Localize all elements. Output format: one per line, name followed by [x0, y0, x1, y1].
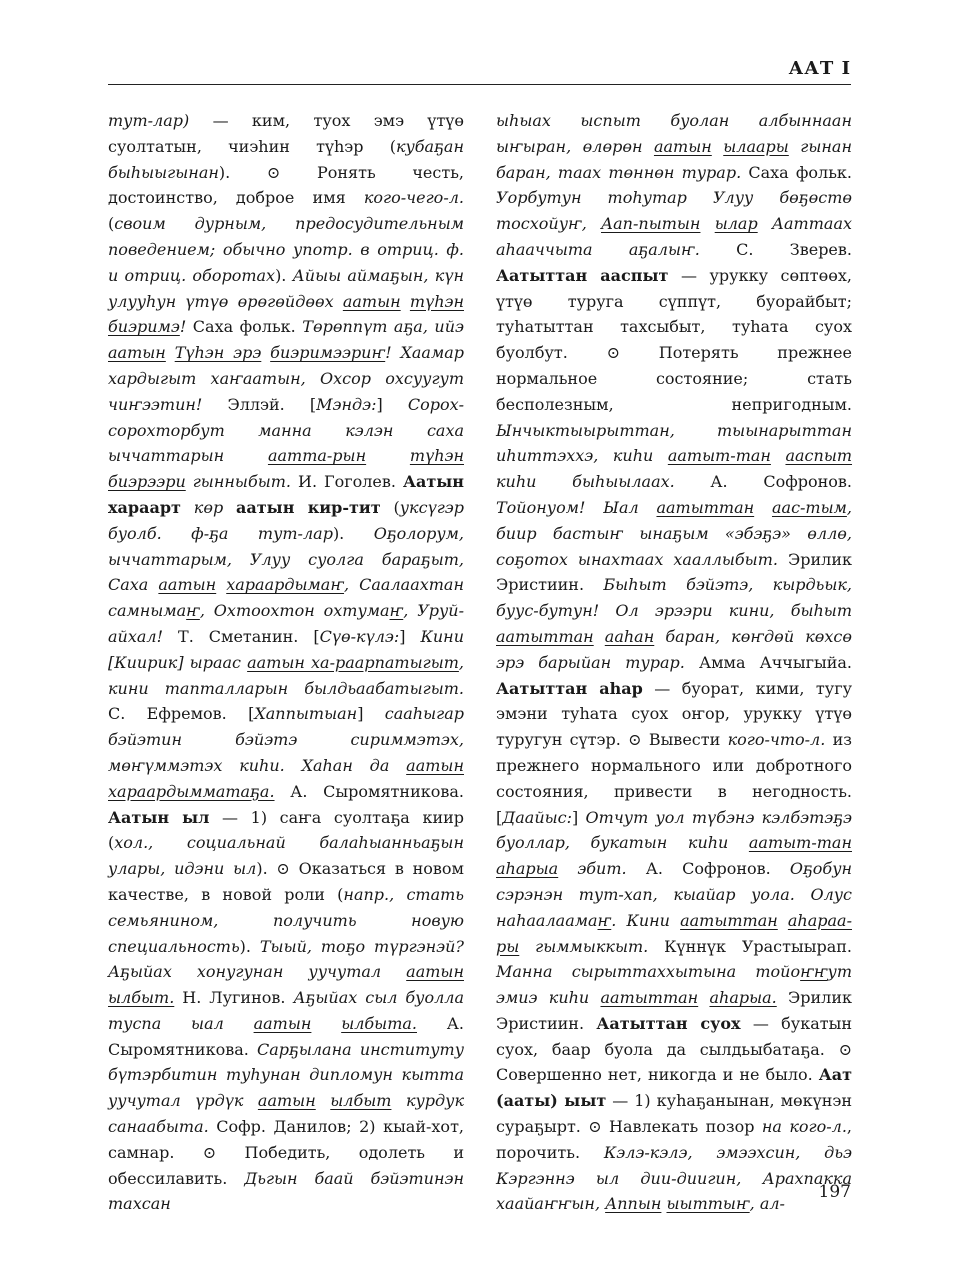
left-text-run: аатын ха-раарпатыгыт	[247, 652, 459, 672]
left-text-run: Сүө-күлэ:	[319, 626, 400, 646]
right-text-run: аатын	[653, 136, 712, 156]
right-text-run: Ааттаах аһааччыта аҕалыҥ.	[496, 214, 852, 259]
left-text-run: кого-чего-л.	[363, 188, 464, 208]
left-text-run: , Уруй-айхал!	[108, 601, 464, 646]
right-column-text	[496, 108, 852, 1217]
right-text-run: , порочить.	[496, 1117, 852, 1162]
right-text-run: С. Зверев.	[699, 239, 852, 259]
right-text-run: Эрилик Эристиин.	[496, 549, 853, 595]
left-text-run: !	[179, 317, 193, 337]
left-text-run: Т. Сметанин. [	[178, 626, 320, 646]
right-text-run: — урукку сөптөөх, үтүө туруга сүппүт, буорайбыт; туһатыттан тахсыбыт, туһата суох буолбут. ⊙ Потерять прежнее нормальное состояние; стать бесполезным, непригодным.	[496, 265, 852, 414]
left-text-run: Саха фольк.	[192, 317, 303, 337]
left-text-run: Дьгын баай бэйэтинэн тахсан	[108, 1168, 464, 1214]
right-text-run: — буорат, кими, тугу эмэни туһата суох оҥор, урукку үтүө туругун сүтэр. ⊙ Вывести	[496, 678, 852, 750]
right-text-run: Оҕобун сэрэнэн тут-хап, кыайар уола. Олус наһаалаама	[496, 859, 853, 930]
left-text-run: ]	[357, 704, 385, 724]
left-text-run: Сорох-сорохторбут манна кэлэн саха ыччаттарын	[108, 394, 465, 466]
left-text-run: ).	[275, 265, 293, 285]
left-text-run: аатын	[257, 1091, 316, 1111]
right-text-run: аатыттан	[656, 497, 755, 517]
left-text-run: А. Сыромятникова.	[274, 781, 464, 801]
left-text-run: — 1) саҥа суолтаҕа киир (	[108, 807, 465, 853]
left-text-run: (	[380, 497, 400, 517]
right-text-run: ааһан	[604, 626, 655, 646]
right-text-run: ылаары	[723, 136, 789, 156]
right-text-run: на кого-л.	[761, 1117, 847, 1137]
left-text-run: С. Ефремов. [	[108, 704, 255, 724]
right-text-run: аатыт-тан	[667, 446, 771, 466]
right-text-run: Амма Аччыгыйа.	[684, 652, 852, 672]
left-text-run: ! Хаамар хардыгыт хаҥаатын, Охсор охсуугут чиҥээтин!	[108, 343, 464, 414]
left-column	[108, 108, 464, 1217]
left-text-run: Төрөппүт аҕа, ийэ	[302, 317, 464, 337]
right-text-run: Манна сырыттаххытына тойо	[496, 962, 801, 982]
right-text-run: А. Софронов.	[674, 472, 852, 492]
right-text-run: Аппын	[605, 1194, 662, 1214]
left-text-run: аатын	[253, 1013, 312, 1033]
right-text-run: ]	[572, 807, 586, 827]
right-text-run: аатыттан	[496, 626, 594, 646]
right-text-run: Ынчыктыырыттан, тыынарыттан иһиттэххэ, киһи	[496, 420, 852, 466]
right-text-run: кого-что-л.	[727, 730, 826, 750]
right-text-run: гынан баран, таах төннөн турар.	[496, 136, 852, 182]
left-text-run	[181, 498, 194, 517]
left-text-run: ылбыт.	[108, 988, 175, 1008]
left-text-run: — ким, туох эмэ үтүө суолтатын, чиэһин түһэр (	[108, 111, 464, 156]
left-text-run: , Охтоохтон охтума	[199, 601, 390, 621]
left-text-run: Айыы аймаҕын, күн улууһун үтүө өрөгөйдөөх	[108, 265, 465, 311]
left-text-run: аатта-рын	[267, 446, 367, 466]
left-text-run: курдук санаабыта.	[108, 1091, 464, 1137]
left-text-run: ). ⊙ Оказаться в новом качестве, в новой роли (	[108, 859, 464, 904]
right-text-run: аһараа-ры	[496, 910, 852, 956]
right-text-run: Аат (ааты) ыыт	[496, 1065, 852, 1111]
left-text-run: Аатын хараарт	[108, 472, 465, 517]
left-text-run: хараардыммата	[108, 781, 251, 801]
right-text-run: аатыттан	[600, 988, 699, 1008]
left-text-run: ).	[332, 523, 374, 543]
left-text-run: Түһэн эрэ	[174, 343, 262, 363]
left-text-run: ).	[239, 936, 260, 956]
left-text-run: Мэндэ:	[316, 394, 377, 414]
right-text-run: гыммыккыт.	[519, 936, 649, 956]
page-number: 197	[818, 1182, 851, 1202]
left-text-run: И. Гоголев.	[291, 472, 403, 492]
left-text-run: аатын	[108, 343, 166, 363]
right-text-run: ҥ	[597, 910, 612, 930]
left-text-run: ҥ	[389, 601, 404, 621]
left-text-run: Софр. Данилов; 2) кыай-хот, самнар. ⊙ Победить, одолеть и обессилавить.	[108, 1117, 464, 1188]
right-text-run: ылар	[714, 214, 758, 234]
right-text-run: аһарыа.	[709, 988, 777, 1008]
right-text-run	[754, 498, 772, 517]
right-text-run: Саха фольк.	[741, 162, 853, 182]
left-text-run: напр., стать семьянином, получить новую специальность	[108, 884, 464, 956]
right-text-run: эбит.	[558, 859, 627, 879]
right-text-run	[778, 911, 788, 930]
left-text-run: Сарҕылана институту бүтэрбитин туһунан дипломун кытта уучутал үрдүк	[108, 1039, 464, 1111]
left-text-run: (	[108, 214, 115, 234]
left-text-run: ). ⊙ Ронять честь, достоинство, доброе имя	[108, 162, 464, 208]
left-text-run: ]	[376, 394, 408, 414]
left-text-run: аатын	[406, 755, 464, 775]
right-text-run: аатыттан	[680, 910, 778, 930]
left-text-run: биэрээри	[108, 472, 186, 492]
right-text-run: аас-тым	[771, 497, 847, 517]
left-text-run: тут-лар)	[108, 111, 190, 130]
header-rule	[108, 84, 851, 85]
left-text-run: ҕа.	[250, 781, 275, 801]
left-text-run: түһэн	[409, 446, 464, 466]
left-text-run: гынныбыт.	[185, 472, 292, 492]
left-text-run: Оҕолорум, ыччаттарым, Улуу суолга бараҕыт, Саха	[108, 523, 464, 595]
right-text-run: ааспыт	[785, 446, 853, 466]
right-text-run: киһи быһыылаах.	[496, 472, 675, 492]
right-text-run: Аатыттан аһар	[496, 678, 643, 698]
right-text-run: Тойонуом! Ыал	[496, 497, 657, 517]
left-text-run: ылбыт	[330, 1091, 392, 1111]
right-text-run	[712, 137, 723, 156]
left-text-run: ылбыта.	[341, 1013, 417, 1033]
left-text-run	[401, 292, 410, 311]
right-text-run: Кэлэ-кэлэ, эмээхсин, дьэ Кэргэннэ ыл дии-диигин, Арахпакка хаайаҥҥын,	[496, 1142, 852, 1214]
left-text-run: Н. Лугинов.	[174, 988, 294, 1008]
right-text-run	[594, 627, 605, 646]
left-text-run: аатын	[342, 291, 401, 311]
right-text-run: Аатыттан суох	[596, 1013, 741, 1033]
right-text-run	[771, 446, 786, 465]
left-text-run: кубаҕан быһыыгынан	[108, 136, 464, 182]
left-text-run	[166, 343, 175, 362]
right-text-run: — 1) куһаҕанынан, мөкүнэн сураҕырт. ⊙ Навлекать позор	[496, 1091, 853, 1137]
left-text-run: хол., социальнай балаһыанньаҕын улары, идэни ыл	[108, 833, 464, 879]
right-text-run: ут эмиэ киһи	[496, 962, 852, 1008]
right-text-run: , биир бастыҥ ынаҕым «эбэҕэ» өллө, соҕотох ынахтаах хааллыбыт.	[496, 497, 852, 569]
left-text-run: хараардымаҥ	[226, 575, 345, 595]
left-text-run	[216, 575, 226, 594]
left-text-run: сааһыгар бэйэтин бэйэтэ сириммэтэх, мөҥүммэтэх киһи. Хаһан да	[108, 704, 465, 775]
left-text-run: Аҕыйах сыл буолла туспа ыал	[108, 988, 465, 1033]
left-text-run: биэримээриҥ	[270, 343, 386, 363]
right-text-run: Аатыттан ааспыт	[496, 265, 669, 285]
right-text-run: из прежнего нормального или добротного состояния, привести в негодность. [	[496, 730, 852, 827]
left-text-run: Кини [Киирик] ыраас	[108, 626, 465, 672]
left-text-run: своим дурным, предосудительным поведением; обычно употр. в отриц. ф. и отриц. оборотах	[108, 214, 464, 285]
left-text-run: түһэн	[409, 291, 464, 311]
running-head: ААТ I	[788, 58, 851, 79]
right-text-run: Күннүк Урастыырап.	[648, 936, 852, 956]
left-text-run	[223, 498, 236, 517]
right-text-run: Отчут уол түбэнэ кэлбэтэҕэ буоллар, букатын киһи	[496, 807, 853, 853]
right-text-run: Даайыс:	[502, 807, 573, 827]
left-text-run: аатын кир-тит	[236, 497, 381, 517]
left-text-run: Тыый, тоҕо түргэнэй? Аҕыйах хонугунан уучутал	[108, 936, 464, 982]
right-text-run: аһарыа	[496, 859, 559, 879]
left-text-run	[311, 1014, 341, 1033]
right-text-run: — букатын суох, баар буола да сылдьыбатаҕа. ⊙ Совершенно нет, никогда и не было.	[496, 1013, 852, 1085]
left-text-run: , кини тапталларын былдьаабатыгыт.	[108, 652, 464, 698]
left-text-run: уксүгэр буолб. ф-ҕа тут-лар	[108, 497, 464, 543]
left-text-run: аатын	[406, 962, 464, 982]
right-text-run: Уорбутун тоһутар Улуу бөҕөстө тосхойуҥ,	[496, 188, 852, 234]
left-text-run: Аатын ыл	[108, 807, 210, 827]
left-text-run: Хаппытыан	[254, 704, 358, 724]
right-column	[496, 108, 852, 1217]
right-text-run: аатыт-тан	[748, 833, 852, 853]
right-text-run: Быһыт бэйэтэ, кырдьык, буус-бутун! Ол эрээри кини, быһыт	[496, 575, 852, 621]
right-text-run: ыыттыҥ	[666, 1194, 750, 1214]
right-text-run: , ал-	[749, 1194, 785, 1214]
right-text-run: А. Софронов.	[626, 859, 790, 879]
right-text-run: ҥҥ	[800, 962, 828, 982]
right-text-run: Аап-пытын	[601, 214, 701, 234]
left-text-run: ]	[399, 626, 421, 646]
left-text-run: Эллэй. [	[227, 394, 317, 414]
right-text-run	[698, 988, 709, 1007]
right-text-run: Эрилик Эристиин.	[496, 988, 852, 1033]
left-text-run: көр	[193, 497, 224, 517]
left-text-run	[316, 1091, 331, 1110]
left-text-run: , Саалаахтан самныма	[108, 575, 465, 621]
right-text-run: ыһыах ыспыт буолан албыннаан ыҥыран, өлөрөн	[496, 111, 852, 156]
left-column-text	[108, 108, 464, 1217]
left-text-run: аатын	[158, 575, 217, 595]
right-text-run: баран, көҥдөй көхсө эрэ барыйан турар.	[496, 626, 853, 672]
left-text-run: биэримэ	[108, 317, 180, 337]
right-text-run	[700, 214, 714, 233]
left-text-run	[366, 446, 410, 465]
left-text-run: А. Сыромятникова.	[108, 1013, 464, 1059]
left-text-run: ҥ	[186, 601, 200, 621]
right-text-run: . Кини	[611, 910, 681, 930]
left-text-run	[261, 343, 270, 362]
